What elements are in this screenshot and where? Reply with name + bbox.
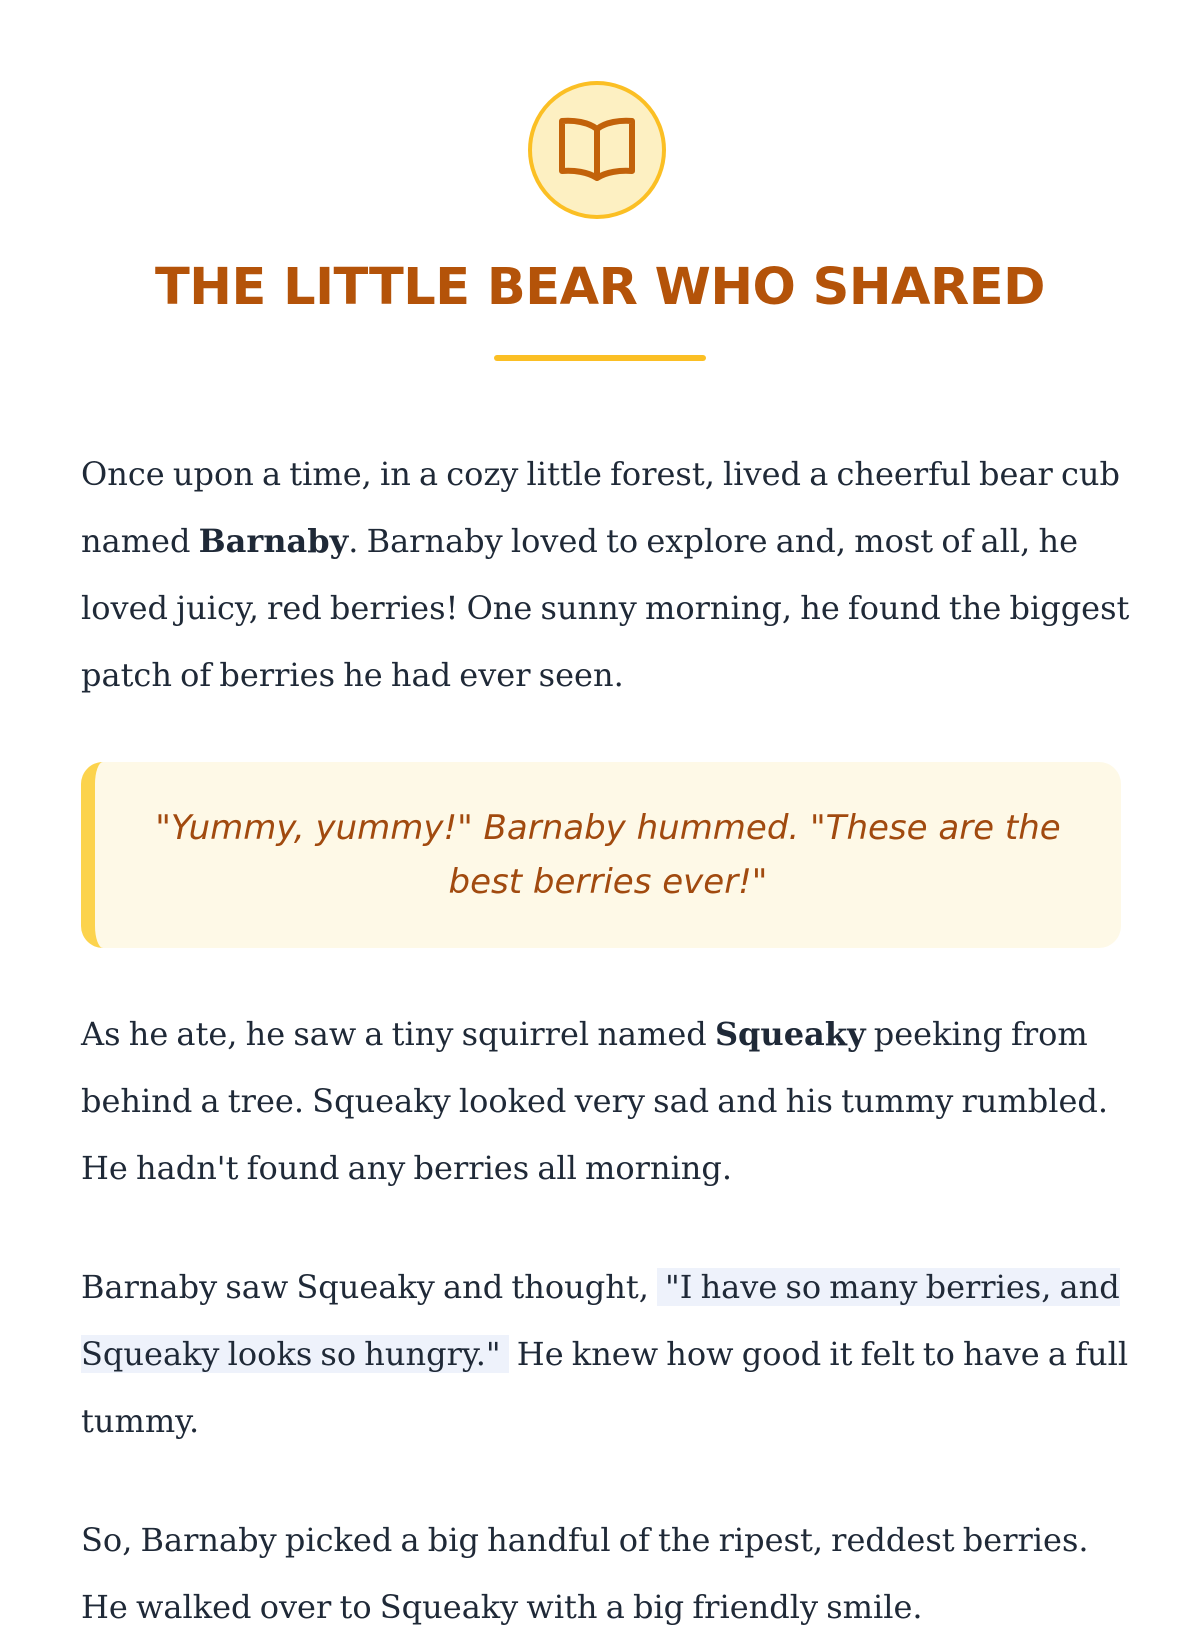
paragraph-text: Barnaby saw Squeaky and thought, bbox=[81, 1268, 658, 1306]
quote-text: "Yummy, yummy!" Barnaby hummed. "These are the best berries ever!" bbox=[155, 808, 1061, 902]
story-title: THE LITTLE BEAR WHO SHARED bbox=[155, 258, 1045, 317]
book-badge bbox=[528, 81, 666, 219]
title-divider bbox=[494, 355, 706, 361]
quote-callout bbox=[81, 762, 1121, 948]
story-paragraph-3 bbox=[81, 1254, 1131, 1455]
paragraph-text: He knew how good it felt to have a full tummy. bbox=[81, 1335, 1129, 1440]
story-paragraph-2 bbox=[81, 1001, 1131, 1202]
character-name-squeaky: Squeaky bbox=[714, 1015, 866, 1053]
paragraph-text: Once upon a time, in a cozy little forest, lived a cheerful bear cub named bbox=[81, 455, 1120, 560]
paragraph-text: peeking from behind a tree. Squeaky looked very sad and his tummy rumbled. He hadn't found any berries all morning. bbox=[81, 1015, 1109, 1187]
story-paragraph-4 bbox=[81, 1507, 1131, 1641]
paragraph-text: . Barnaby loved to explore and, most of all, he loved juicy, red berries! One sunny morning, he found the biggest patch of berries he had ever seen. bbox=[81, 522, 1130, 694]
thought-highlight: "I have so many berries, and Squeaky looks so hungry." bbox=[81, 1268, 1120, 1373]
paragraph-text: So, Barnaby picked a big handful of the ripest, reddest berries. He walked over to Squeaky with a big friendly smile. bbox=[81, 1521, 1089, 1626]
story-paragraph-1 bbox=[81, 441, 1131, 709]
book-open-icon bbox=[558, 115, 636, 185]
paragraph-text: As he ate, he saw a tiny squirrel named bbox=[81, 1015, 715, 1053]
character-name-barnaby: Barnaby bbox=[198, 522, 349, 560]
